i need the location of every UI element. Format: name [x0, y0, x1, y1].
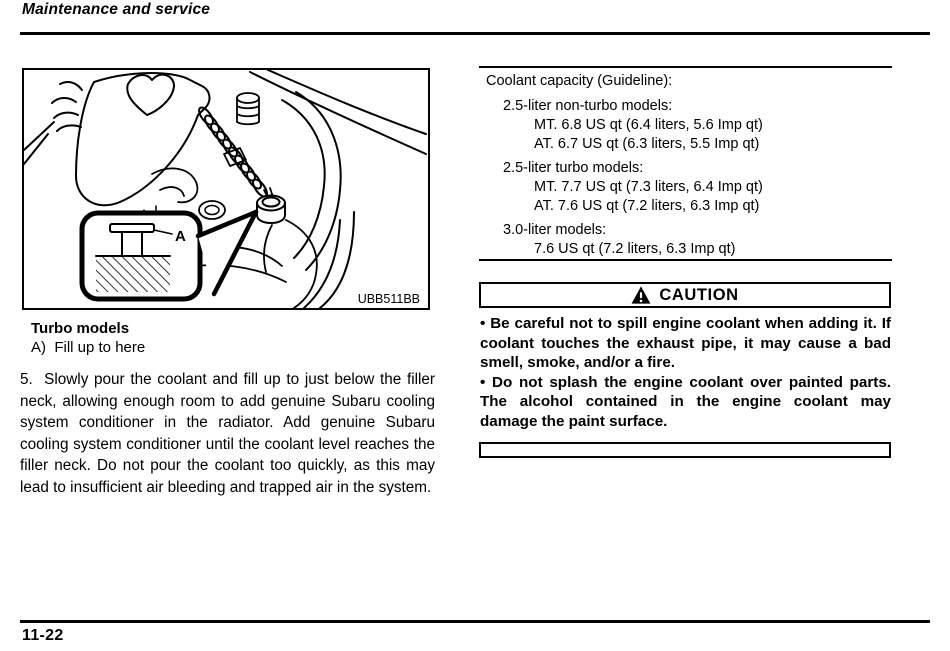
capacity-value: MT. 7.7 US qt (7.3 liters, 6.4 Imp qt) [534, 179, 763, 195]
capacity-value: AT. 7.6 US qt (7.2 liters, 6.3 Imp qt) [534, 198, 760, 214]
caution-bullet: • Be careful not to spill engine coolant when adding it. If coolant touches the exhaust pipe, it may cause a bad smell, smoke, and/or a fire. [480, 314, 891, 373]
caution-label: CAUTION [659, 285, 739, 304]
capacity-model: 2.5-liter non-turbo models: [503, 98, 673, 114]
coolant-filling-figure [22, 68, 430, 310]
caution-bullets [480, 314, 891, 432]
caution-header-box [479, 282, 891, 308]
figure-code: UBB511BB [357, 292, 420, 306]
footer-rule [20, 620, 930, 623]
capacity-value: AT. 6.7 US qt (6.3 liters, 5.5 Imp qt) [534, 136, 760, 152]
page-number: 11-22 [22, 627, 64, 644]
callout-label-a: A [175, 228, 186, 245]
coolant-filling-illustration [24, 70, 428, 308]
warning-triangle-icon [631, 286, 651, 304]
page-title: Maintenance and service [22, 1, 211, 18]
capacity-entry [479, 221, 891, 259]
header-rule [20, 32, 930, 35]
figure-caption-title: Turbo models [31, 320, 130, 337]
empty-note-box [479, 442, 891, 458]
caution-bullet: • Do not splash the engine coolant over painted parts. The alcohol contained in the engine coolant may damage the paint surface. [480, 373, 891, 432]
coolant-capacity-bottom-rule [479, 259, 892, 261]
capacity-model: 2.5-liter turbo models: [503, 160, 644, 176]
step-5-paragraph: 5. Slowly pour the coolant and fill up to just below the filler neck, allowing enough room to add genuine Subaru cooling system conditioner in the radiator. Add genuine Subaru cooling system conditioner until the coolant level reaches the filler neck. Do not pour the coolant too quickly, as this may lead to insufficient air bleeding and trapped air in the system. [20, 371, 435, 496]
figure-caption-legend: A) Fill up to here [31, 339, 146, 356]
coolant-capacity-section [479, 72, 891, 264]
capacity-value: 7.6 US qt (7.2 liters, 6.3 Imp qt) [534, 241, 736, 257]
capacity-model: 3.0-liter models: [503, 222, 607, 238]
coolant-capacity-heading: Coolant capacity (Guideline): [486, 73, 673, 89]
capacity-entry [479, 97, 891, 154]
coolant-capacity-top-rule [479, 66, 892, 68]
capacity-value: MT. 6.8 US qt (6.4 liters, 5.6 Imp qt) [534, 117, 763, 133]
capacity-entry [479, 159, 891, 216]
